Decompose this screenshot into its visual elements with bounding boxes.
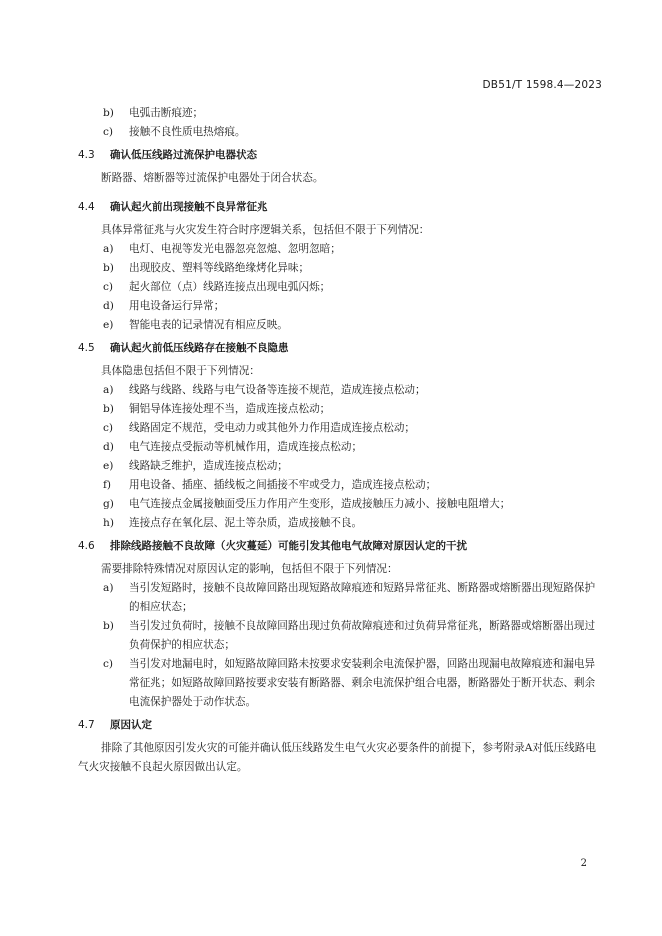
section-heading-4-7: 4.7 原因认定: [78, 719, 152, 731]
section-heading-4-3: 4.3 确认低压线路过流保护电器状态: [78, 149, 257, 161]
paragraph: 具体隐患包括但不限于下列情况：: [101, 365, 260, 377]
paragraph: 断路器、熔断器等过流保护电器处于闭合状态。: [101, 172, 324, 184]
list-item: c) 起火部位（点）线路连接点出现电弧闪烁；: [103, 281, 331, 293]
list-item: h) 连接点存在氧化层、泥土等杂质，造成接触不良。: [103, 517, 363, 529]
document-code: DB51/T 1598.4—2023: [482, 79, 602, 91]
list-item: a) 当引发短路时，接触不良故障回路出现短路故障痕迹和短路异常征兆、断路器或熔断器出现短路保护的相应状态；: [103, 582, 596, 613]
section-heading-4-5: 4.5 确认起火前低压线路存在接触不良隐患: [78, 342, 289, 354]
list-item: b) 当引发过负荷时，接触不良故障回路出现过负荷故障痕迹和过负荷异常征兆，断路器或熔断器出现过负荷保护的相应状态；: [103, 620, 596, 651]
page-number: 2: [580, 858, 587, 869]
section-heading-4-4: 4.4 确认起火前出现接触不良异常征兆: [78, 201, 268, 213]
paragraph: 具体异常征兆与火灾发生符合时序逻辑关系，包括但不限于下列情况：: [101, 224, 430, 236]
list-item: b) 电弧击断痕迹；: [103, 107, 204, 119]
list-item: a) 电灯、电视等发光电器忽亮忽熄、忽明忽暗；: [103, 243, 341, 255]
list-item: a) 线路与线路、线路与电气设备等连接不规范，造成连接点松动；: [103, 384, 426, 396]
list-item: b) 铜铝导体连接处理不当，造成连接点松动；: [103, 403, 331, 415]
list-item: e) 智能电表的记录情况有相应反映。: [103, 319, 288, 331]
list-item: c) 当引发对地漏电时，如短路故障回路未按要求安装剩余电流保护器，回路出现漏电故障痕迹和漏电异常征兆；如短路故障回路按要求安装有断路器、剩余电流保护组合电器，断路器处于断开状态、剩余电流保护器处于动作状态。: [103, 658, 596, 708]
paragraph: 需要排除特殊情况对原因认定的影响，包括但不限于下列情况：: [101, 563, 398, 575]
document-body: [78, 104, 604, 777]
list-item: c) 接触不良性质电热熔痕。: [103, 126, 246, 138]
paragraph: 排除了其他原因引发火灾的可能并确认低压线路发生电气火灾必要条件的前提下，参考附录A对低压线路电气火灾接触不良起火原因做出认定。: [78, 742, 596, 773]
list-item: d) 电气连接点受振动等机械作用，造成连接点松动；: [103, 441, 363, 453]
list-item: g) 电气连接点金属接触面受压力作用产生变形，造成接触压力减小、接触电阻增大；: [103, 498, 511, 510]
list-item: b) 出现胶皮、塑料等线路绝缘烤化异味；: [103, 262, 310, 274]
section-heading-4-6: 4.6 排除线路接触不良故障（火灾蔓延）可能引发其他电气故障对原因认定的干扰: [78, 540, 467, 552]
list-item: c) 线路固定不规范，受电动力或其他外力作用造成连接点松动；: [103, 422, 416, 434]
list-item: d) 用电设备运行异常；: [103, 300, 225, 312]
list-item: e) 线路缺乏维护，造成连接点松动；: [103, 460, 288, 472]
list-item: f) 用电设备、插座、插线板之间插接不牢或受力，造成连接点松动；: [103, 479, 437, 491]
